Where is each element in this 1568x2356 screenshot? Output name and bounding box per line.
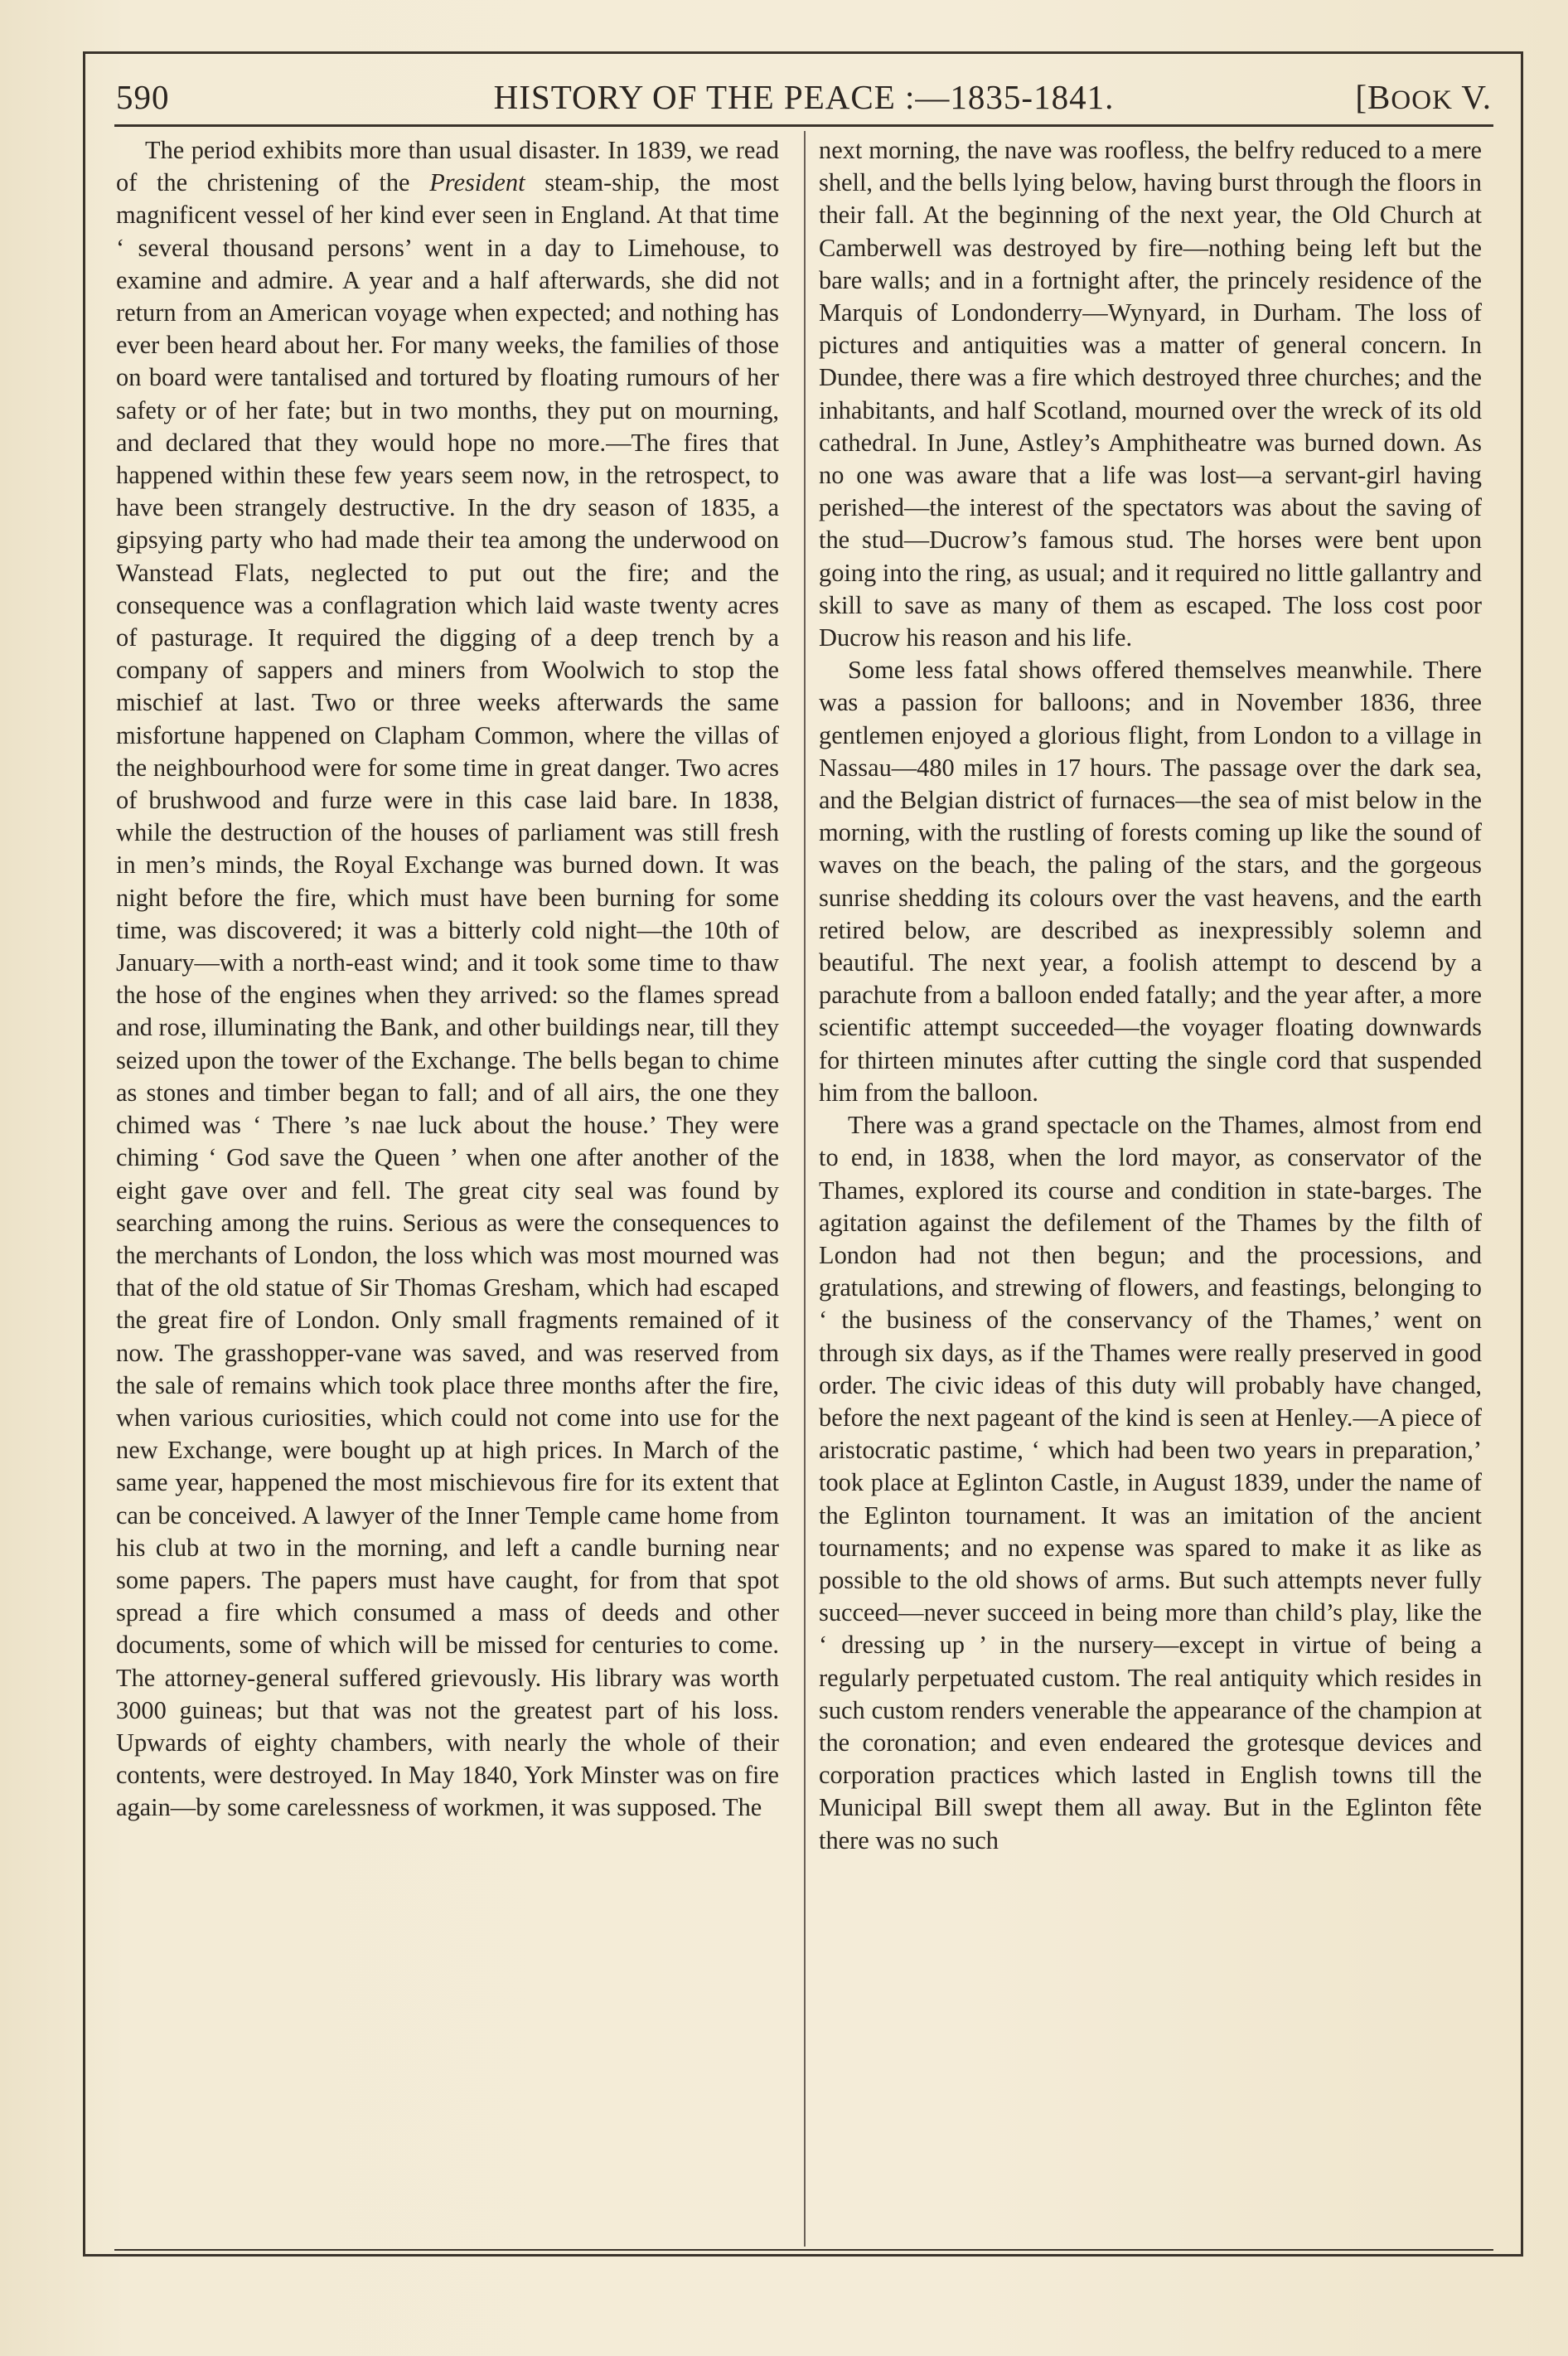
book-label-smallcaps: OOK <box>1391 85 1453 115</box>
text-run: steam-ship, the most magnificent vessel of her kind ever seen in England. At that time ‘ several thousand persons’ went in a day to Limehouse, to examine and admire. A year and a half afterwards, she did not return from an American voyage when expected; and nothing has ever been heard about her. For many weeks, the families of those on board were tantalised and tortured by floating rumours of her safety or of her fate; but in two months, they put on mourning, and declared that they would hope no more.—The fires that happened within these few years seem now, in the retrospect, to have been strangely destructive. In the dry season of 1835, a gipsying party who had made their tea among the underwood on Wanstead Flats, neglected to put out the fire; and the consequence was a conflagration which laid waste twenty acres of pasturage. It required the digging of a deep trench by a company of sappers and miners from Woolwich to stop the mischief at last. Two or three weeks afterwards the same misfortune happened on Clapham Common, where the villas of the neighbourhood were for some time in great danger. Two acres of brushwood and furze were in this case laid bare. In 1838, while the destruction of the houses of parliament was still fresh in men’s minds, the Royal Exchange was burned down. It was night before the fire, which must have been burning for some time, was discovered; it was a bitterly cold night—the 10th of January—with a north-east wind; and it took some time to thaw the hose of the engines when they arrived: so the flames spread and rose, illuminating the Bank, and other buildings near, till they seized upon the tower of the Exchange. The bells began to chime as stones and timber began to fall; and of all airs, the one they chimed was ‘ There ’s nae luck about the house.’ They were chiming ‘ God save the Queen ’ when one after another of the eight gave over and fell. The great city seal was found by searching among the ruins. Serious as were the consequences to the merchants of London, the loss which was most mourned was that of the old statue of Sir Thomas Gresham, which had escaped the great fire of London. Only small fragments remained of it now. The grasshopper-vane was saved, and was reserved from the sale of remains which took place three months after the fire, when various curiosities, which could not come into use for the new Exchange, were bought up at high prices. In March of the same year, happened the most mischievous fire for its extent that can be conceived. A lawyer of the Inner Temple came home from his club at two in the morning, and left a candle burning near some papers. The papers must have caught, for from that spot spread a fire which consumed a mass of deeds and other documents, some of which will be missed for centuries to come. The attorney-general suffered grievously. His library was worth 3000 guineas; but that was not the greatest part of his loss. Upwards of eighty chambers, with nearly the whole of their contents, were destroyed. In May 1840, York Minster was on fire again—by some carelessness of workmen, it was supposed. The <box>116 168 779 1822</box>
ship-name-italic: President <box>429 168 525 197</box>
right-column <box>819 134 1482 2244</box>
page-number: 590 <box>116 78 170 116</box>
book-label-numeral: V. <box>1452 78 1492 116</box>
left-paragraph-1 <box>116 134 779 1825</box>
book-label <box>1355 77 1492 117</box>
footer-rule <box>114 2249 1493 2251</box>
text-run: The period exhibits more than usual disaster. In 1839, we read of the christening of the <box>116 136 779 197</box>
running-header <box>116 70 1492 128</box>
right-paragraph-1: next morning, the nave was roofless, the belfry reduced to a mere shell, and the bells lying below, having burst through the floors in their fall. At the beginning of the next year, the Old Church at Camberwell was destroyed by fire—nothing being left but the bare walls; and in a fortnight after, the princely residence of the Marquis of Londonderry—Wynyard, in Durham. The loss of pictures and antiquities was a matter of general concern. In Dundee, there was a fire which destroyed three churches; and the inhabitants, and half Scotland, mourned over the wreck of its old cathedral. In June, Astley’s Amphitheatre was burned down. As no one was aware that a life was lost—a servant-girl having perished—the interest of the spectators was about the saving of the stud—Ducrow’s famous stud. The horses were bent upon going into the ring, as usual; and it required no little gallantry and skill to save as many of them as escaped. The loss cost poor Ducrow his reason and his life. <box>819 136 1482 652</box>
running-title: HISTORY OF THE PEACE :—1835-1841. <box>493 78 1115 116</box>
book-label-prefix: [B <box>1355 78 1391 116</box>
header-rule <box>114 124 1493 127</box>
column-divider <box>804 131 806 2247</box>
right-paragraph-3: There was a grand spectacle on the Thames, almost from end to end, in 1838, when the lord mayor, as conservator of the Thames, explored its course and condition in state-barges. The agitation against the defilement of the Thames by the filth of London had not then begun; and the processions, and gratulations, and strewing of flowers, and feastings, belonging to ‘ the business of the conservancy of the Thames,’ went on through six days, as if the Thames were really preserved in good order. The civic ideas of this duty will probably have changed, before the next pageant of the kind is seen at Henley.—A piece of aristocratic pastime, ‘ which had been two years in preparation,’ took place at Eglinton Castle, in August 1839, under the name of the Eglinton tournament. It was an imitation of the ancient tournaments; and no expense was spared to make it as like as possible to the old shows of arms. But such attempts never fully succeed—never succeed in being more than child’s play, like the ‘ dressing up ’ in the nursery—except in virtue of being a regularly perpetuated custom. The real antiquity which resides in such custom renders venerable the appearance of the champion at the coronation; and even endeared the grotesque devices and corporation practices which lasted in English towns till the Municipal Bill swept them all away. But in the Eglinton fête there was no such <box>819 1111 1482 1854</box>
left-column <box>116 134 779 2244</box>
right-paragraph-2: Some less fatal shows offered themselves meanwhile. There was a passion for balloons; and in November 1836, three gentlemen enjoyed a glorious flight, from London to a village in Nassau—480 miles in 17 hours. The passage over the dark sea, and the Belgian district of furnaces—the sea of mist below in the morning, with the rustling of forests coming up like the sound of waves on the beach, the paling of the stars, and the gorgeous sunrise shedding its colours over the vast heavens, and the earth retired below, are described as inexpressibly solemn and beautiful. The next year, a foolish attempt to descend by a parachute from a balloon ended fatally; and the year after, a more scientific attempt succeeded—the voyager floating downwards for thirteen minutes after cutting the single cord that suspended him from the balloon. <box>819 656 1482 1107</box>
